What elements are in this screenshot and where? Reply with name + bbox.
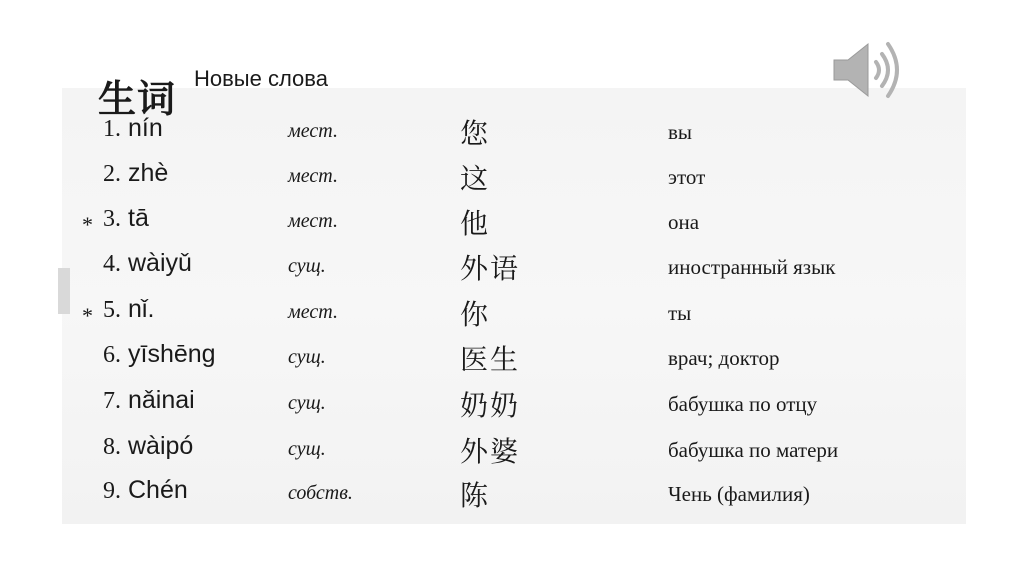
pinyin-text: wàiyǔ (128, 249, 192, 277)
pinyin-text: yīshēng (128, 340, 216, 368)
russian-translation: вы (668, 120, 693, 144)
russian-translation: врач; доктор (668, 346, 780, 370)
vocabulary-row (0, 157, 1024, 201)
russian-translation: бабушка по матери (668, 438, 839, 462)
russian-translation: бабушка по отцу (668, 392, 818, 416)
row-number: 3. (103, 206, 121, 232)
row-number: 1. (103, 116, 121, 142)
pinyin-text: Chén (128, 476, 188, 504)
part-of-speech: мест. (288, 165, 338, 187)
pinyin-text: nǐ. (128, 295, 155, 323)
part-of-speech: сущ. (288, 392, 326, 414)
asterisk-mark: * (82, 303, 93, 328)
header-title-chinese: 生词 (98, 77, 177, 121)
vocabulary-row (0, 338, 1024, 382)
part-of-speech: сущ. (288, 255, 326, 277)
asterisk-mark: * (82, 212, 93, 237)
row-number: 5. (103, 297, 121, 323)
chinese-characters: 您 (460, 117, 491, 150)
vocabulary-row (0, 474, 1024, 518)
vocabulary-row (0, 247, 1024, 291)
speaker-icon[interactable] (828, 30, 908, 110)
vocabulary-row (0, 202, 1024, 246)
part-of-speech: сущ. (288, 346, 326, 368)
pinyin-text: wàipó (128, 432, 194, 460)
pinyin-text: zhè (128, 159, 169, 187)
row-number: 7. (103, 388, 121, 414)
header-title-russian: Новые слова (194, 66, 328, 91)
chinese-characters: 医生 (460, 343, 521, 376)
row-number: 8. (103, 434, 121, 460)
vocabulary-row (0, 112, 1024, 156)
russian-translation: этот (668, 165, 706, 189)
part-of-speech: собств. (288, 482, 353, 504)
part-of-speech: мест. (288, 210, 338, 232)
part-of-speech: мест. (288, 301, 338, 323)
chinese-characters: 奶奶 (460, 389, 521, 422)
row-number: 2. (103, 161, 121, 187)
russian-translation: иностранный язык (668, 255, 836, 279)
row-number: 6. (103, 342, 121, 368)
russian-translation: Чень (фамилия) (668, 482, 810, 506)
part-of-speech: сущ. (288, 438, 326, 460)
pinyin-text: tā (128, 204, 149, 232)
chinese-characters: 陈 (460, 479, 491, 512)
chinese-characters: 他 (460, 207, 491, 240)
vocabulary-row (0, 384, 1024, 428)
row-number: 4. (103, 251, 121, 277)
row-number: 9. (103, 478, 121, 504)
pinyin-text: nǎinai (128, 386, 195, 414)
vocabulary-row (0, 293, 1024, 337)
chinese-characters: 外婆 (460, 435, 521, 468)
russian-translation: она (668, 210, 700, 234)
vocabulary-row (0, 430, 1024, 474)
chinese-characters: 外语 (460, 252, 521, 285)
chinese-characters: 这 (460, 162, 491, 195)
russian-translation: ты (668, 301, 692, 325)
chinese-characters: 你 (460, 298, 491, 331)
pinyin-text: nín (128, 114, 163, 142)
part-of-speech: мест. (288, 120, 338, 142)
